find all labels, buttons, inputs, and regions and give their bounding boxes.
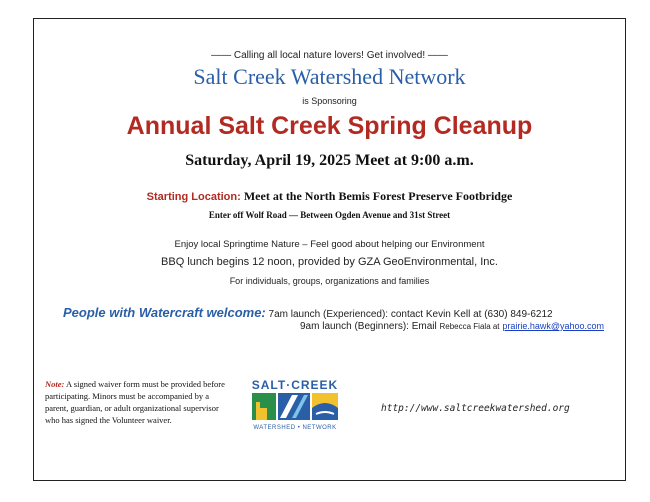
note-label: Note: — [45, 379, 65, 389]
location-line — [33, 189, 626, 204]
logo-bottom-text: WATERSHED • NETWORK — [253, 425, 337, 431]
salt-creek-logo — [240, 378, 350, 432]
callout-line: —— Calling all local nature lovers! Get involved! —— — [211, 50, 448, 61]
watercraft-contact-name: Rebecca Fiala at — [439, 322, 500, 331]
watercraft-experienced: 7am launch (Experienced): contact Kevin Kell at (630) 849-6212 — [268, 309, 553, 320]
website-link[interactable]: http://www.saltcreekwatershed.org — [381, 403, 570, 414]
location-value: Meet at the North Bemis Forest Preserve Footbridge — [243, 189, 513, 203]
note-text: A signed waiver form must be provided before participating. Minors must be accompanied by a parent, guardian, or adult organizational supervisor who has signed the Volunteer waiver. — [45, 379, 225, 425]
watercraft-line-2 — [300, 321, 604, 332]
email-link[interactable]: prairie.hawk@yahoo.com — [502, 321, 604, 331]
waiver-note — [45, 378, 225, 426]
bbq-text: BBQ lunch begins 12 noon, provided by GZA GeoEnvironmental, Inc. — [161, 256, 498, 268]
watercraft-beginners: 9am launch (Beginners): Email — [299, 321, 437, 332]
event-date: Saturday, April 19, 2025 Meet at 9:00 a.m. — [185, 152, 474, 169]
sponsoring-text: is Sponsoring — [302, 96, 357, 106]
watercraft-label: People with Watercraft welcome: — [63, 305, 266, 320]
watercraft-line-1 — [63, 305, 553, 320]
logo-top-text: SALT·CREEK — [251, 378, 339, 392]
entrance-directions: Enter off Wolf Road — Between Ogden Avenue and 31st Street — [208, 210, 451, 220]
location-label: Starting Location: — [146, 191, 241, 203]
organization-name: Salt Creek Watershed Network — [193, 64, 466, 89]
audience-text: For individuals, groups, organizations and families — [229, 276, 430, 286]
enjoy-text: Enjoy local Springtime Nature – Feel good about helping our Environment — [174, 239, 485, 250]
event-title: Annual Salt Creek Spring Cleanup — [126, 112, 533, 140]
